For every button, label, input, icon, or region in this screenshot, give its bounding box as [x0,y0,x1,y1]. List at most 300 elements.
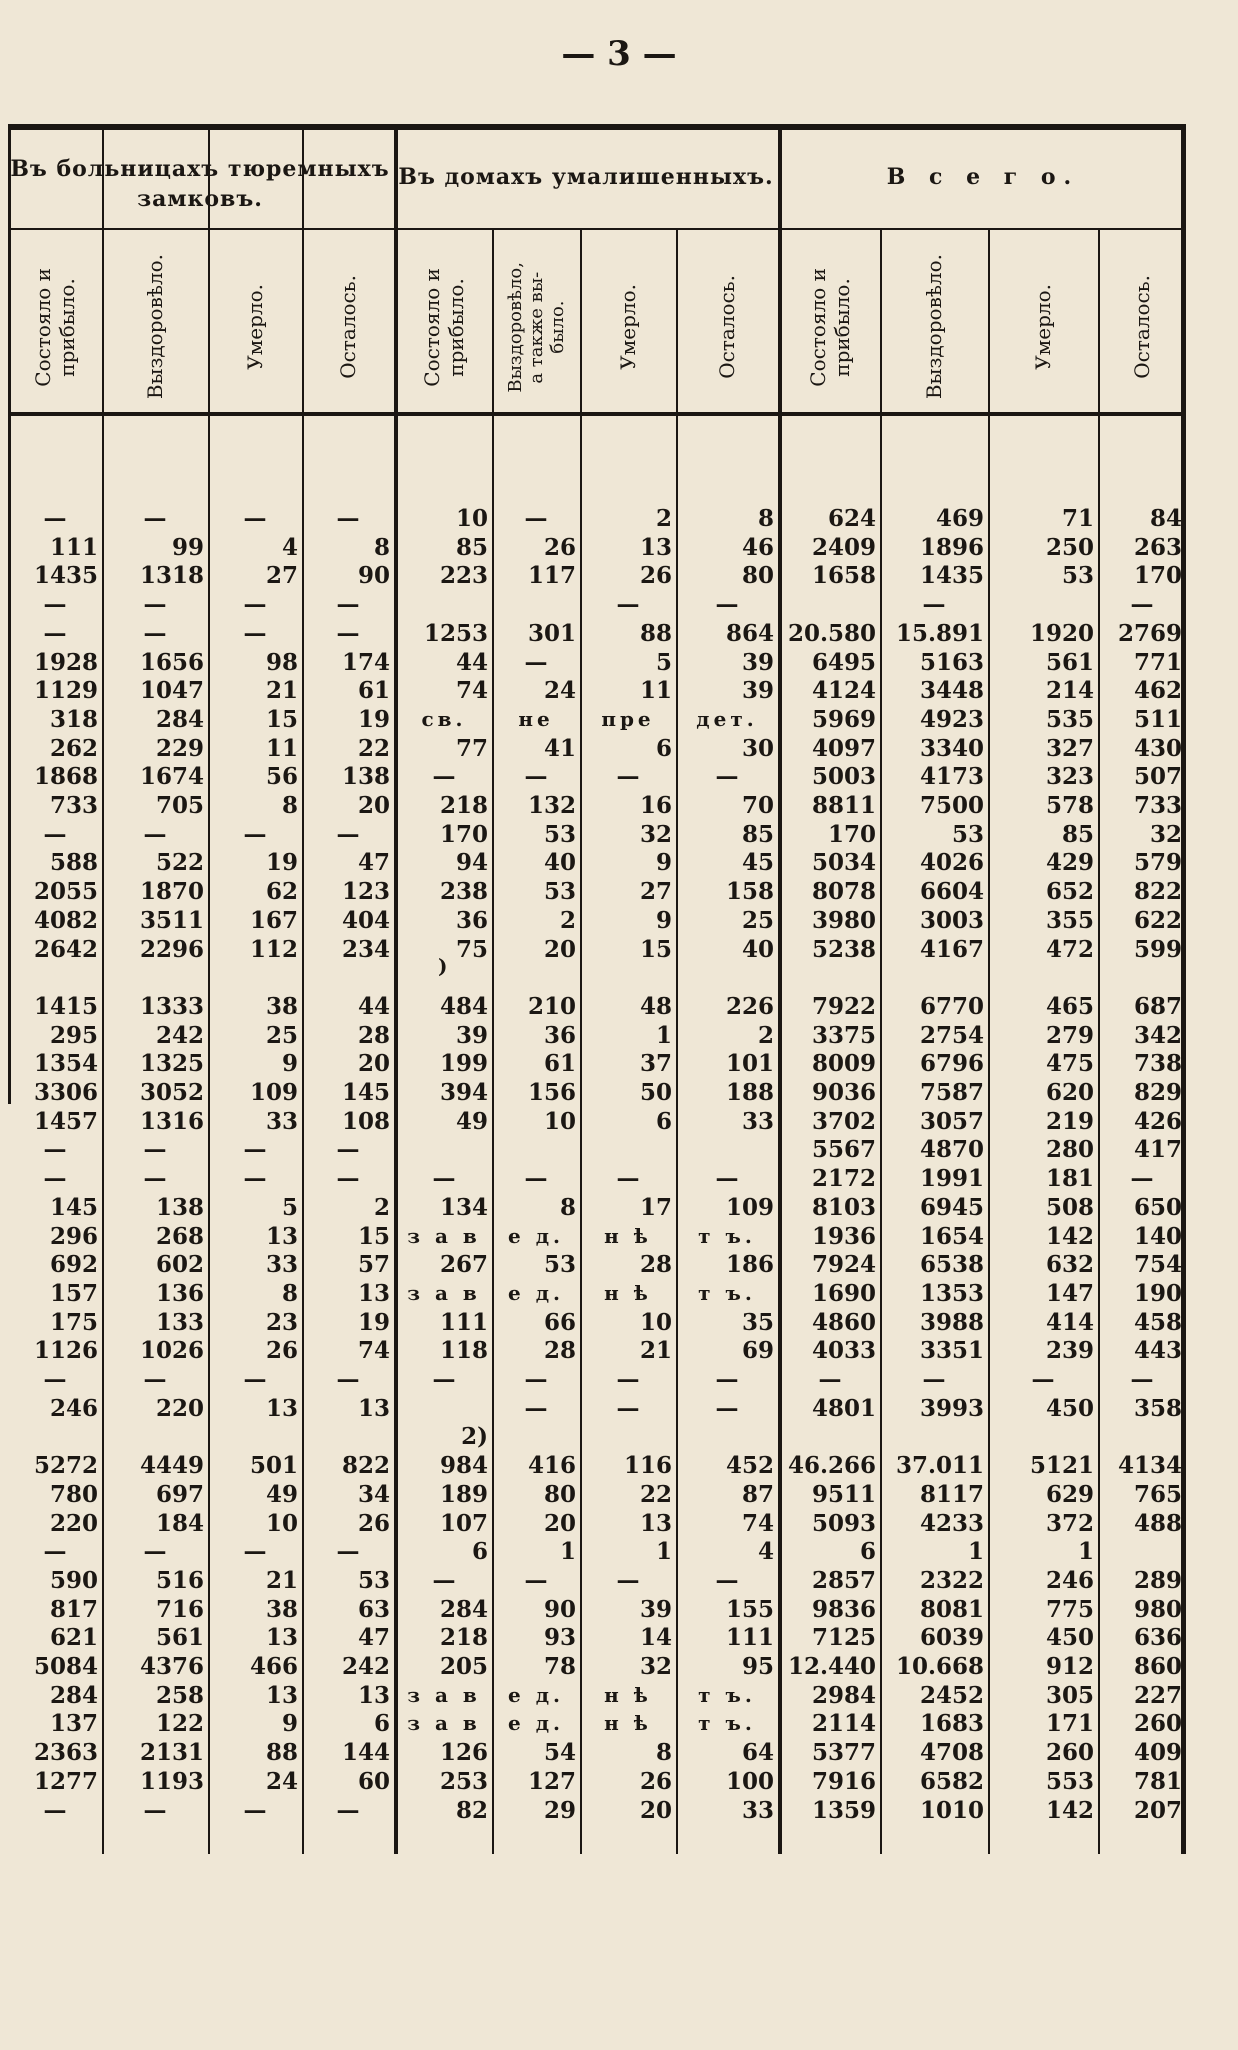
table-cell: 127 [527,1767,576,1795]
table-cell: 99 [171,533,204,561]
table-cell [676,963,778,992]
table-row [8,590,1186,619]
table-cell: 22 [639,1480,672,1508]
table-cell: — [143,505,167,532]
table-cell: 13 [639,533,672,561]
table-cell: 2363 [33,1739,98,1767]
table-cell: — [43,505,67,532]
table-row [8,1078,1186,1107]
table-cell: 1 [967,1538,984,1566]
table-cell: 9511 [811,1480,876,1508]
table-cell [1098,1537,1186,1566]
table-cell: 1435 [919,562,984,590]
table-cell: 44 [455,648,488,676]
table-cell: 650 [1133,1193,1182,1221]
table-cell: 82 [455,1796,488,1824]
table-cell: 56 [265,763,298,791]
table-cell: т ъ. [698,1223,756,1248]
table-cell: 280 [1045,1136,1094,1164]
table-cell: — [336,1796,360,1824]
table-cell: 590 [49,1566,98,1594]
table-cell: 416 [527,1452,576,1480]
table-row [8,1480,1186,1509]
table-row [8,1308,1186,1337]
table-cell: 3702 [811,1107,876,1135]
table-row [8,1566,1186,1595]
table-cell: 535 [1045,705,1094,733]
table-cell: 21 [265,1566,298,1594]
table-cell: 53 [951,820,984,848]
table-cell: 220 [155,1394,204,1422]
table-cell: 66 [543,1308,576,1336]
table-cell: 3511 [139,906,204,934]
table-cell: 1 [559,1538,576,1566]
table-cell: 8 [757,505,774,532]
table-cell: 6604 [919,878,984,906]
table-cell: 9 [281,1050,298,1078]
table-cell: 155 [725,1595,774,1623]
table-cell: — [336,505,360,532]
table-cell: 77 [455,734,488,762]
table-cell: 10 [543,1107,576,1135]
col-header-12: Осталось. [1130,275,1154,379]
table-cell: 980 [1133,1595,1182,1623]
table-cell: 781 [1133,1767,1182,1795]
table-row [8,1796,1186,1825]
table-cell: 3057 [919,1107,984,1135]
table-cell: 7500 [919,792,984,819]
table-cell: 61 [357,677,390,705]
table-cell: 34 [357,1480,390,1508]
table-cell [988,963,1098,992]
table-cell: 53 [543,820,576,848]
table-cell: 1277 [33,1767,98,1795]
table-cell: 4870 [919,1136,984,1164]
table-cell: 13 [265,1681,298,1709]
table-cell: 692 [49,1251,98,1279]
table-cell: 5003 [811,763,876,791]
table-row [8,1422,1186,1451]
table-cell [492,1135,580,1164]
table-cell: 9036 [811,1079,876,1106]
table-cell: 465 [1045,992,1094,1020]
table-cell: 5 [281,1193,298,1221]
table-cell: дет. [696,706,758,731]
table-cell: 111 [439,1308,488,1336]
table-cell: 488 [1133,1509,1182,1537]
table-cell: з а в [407,1280,481,1305]
table-cell: — [715,1394,739,1422]
table-cell: — [616,591,640,619]
table-cell [396,1394,492,1423]
table-cell: 6796 [919,1050,984,1078]
col-header-11: Умерло. [1031,284,1055,370]
table-cell: 88 [639,619,672,647]
table-cell: 36 [455,906,488,934]
table-cell: 394 [439,1079,488,1106]
table-cell: 53 [1061,562,1094,590]
table-cell: 1991 [919,1165,984,1193]
table-cell: 1 [655,1538,672,1566]
table-cell: 88 [265,1739,298,1767]
table-cell: пре [601,706,655,731]
table-row [8,705,1186,734]
table-cell: 2296 [139,935,204,963]
table-cell: 636 [1133,1624,1182,1652]
table-cell: 38 [265,992,298,1020]
table-cell: 829 [1133,1079,1182,1106]
table-cell: 40 [543,849,576,877]
table-cell: 912 [1045,1653,1094,1680]
table-cell: 167 [249,906,298,934]
table-cell: 49 [455,1107,488,1135]
table-cell: 37 [639,1050,672,1078]
table-row [8,877,1186,906]
table-cell: — [336,1538,360,1566]
table-cell: 108 [341,1107,390,1135]
group-header-rule [8,228,1186,230]
table-cell: 145 [49,1193,98,1221]
table-cell: 32 [639,1653,672,1680]
table-cell: — [336,1136,360,1164]
table-cell: 3351 [919,1337,984,1365]
table-cell: 13 [357,1394,390,1422]
table-cell: 9836 [811,1595,876,1623]
table-cell: 8081 [919,1595,984,1623]
table-row [8,935,1186,964]
table-cell: 109 [249,1079,298,1106]
table-cell: 33 [741,1107,774,1135]
table-cell: 84 [1149,505,1182,532]
table-row [8,734,1186,763]
table-cell: 578 [1045,792,1094,819]
table-row [8,1394,1186,1423]
table-cell: 652 [1045,878,1094,906]
table-cell: 8009 [811,1050,876,1078]
table-cell: — [715,591,739,619]
table-cell: — [616,1566,640,1594]
table-cell: 984 [439,1452,488,1480]
table-cell: 6 [655,1107,672,1135]
table-cell: 107 [439,1509,488,1537]
table-cell: 553 [1045,1767,1094,1795]
table-cell: 199 [439,1050,488,1078]
table-cell: 284 [439,1595,488,1623]
table-cell: 5084 [33,1653,98,1680]
table-cell: 1435 [33,562,98,590]
table-cell: 9 [655,906,672,934]
table-cell: 28 [639,1251,672,1279]
table-cell: 4033 [811,1337,876,1365]
table-cell: 39 [741,677,774,705]
table-cell: 116 [623,1452,672,1480]
table-cell: 80 [543,1480,576,1508]
table-cell: 5969 [811,705,876,733]
table-cell: 6 [373,1710,390,1738]
table-cell: — [616,1394,640,1422]
table-cell: 599 [1133,935,1182,963]
table-cell: 1010 [919,1796,984,1824]
table-cell: 10 [455,505,488,532]
table-cell: 144 [341,1739,390,1767]
table-cell: 1936 [811,1222,876,1250]
table-cell: 136 [155,1279,204,1307]
table-cell: з а в [407,1711,481,1736]
table-cell: 1353 [919,1279,984,1307]
table-cell: 372 [1045,1509,1094,1537]
table-cell: 301 [527,619,576,647]
table-cell [102,963,208,992]
table-cell: 1868 [33,763,98,791]
table-cell: 39 [639,1595,672,1623]
table-cell: 2 [559,906,576,934]
table-cell: 469 [935,505,984,532]
table-cell: 1674 [139,763,204,791]
table-cell: 263 [1133,533,1182,561]
table-cell: 516 [155,1566,204,1594]
table-cell: 6538 [919,1251,984,1279]
table-cell: 426 [1133,1107,1182,1135]
table-cell: 171 [1045,1710,1094,1738]
table-row [8,1193,1186,1222]
table-cell: 123 [341,878,390,906]
table-cell: 35 [741,1308,774,1336]
table-cell: 13 [357,1681,390,1709]
table-cell: 50 [639,1079,672,1106]
table-cell: 19 [357,1308,390,1336]
table-cell: 8 [281,792,298,819]
table-cell: 1193 [139,1767,204,1795]
table-cell: — [432,1165,456,1193]
table-cell: 2769 [1117,619,1182,647]
table-cell: 140 [1133,1222,1182,1250]
table-cell: 305 [1045,1681,1094,1709]
table-cell [208,1422,302,1451]
table-cell [1098,963,1186,992]
table-cell: 284 [155,705,204,733]
table-cell: 8 [559,1193,576,1221]
table-cell: 284 [49,1681,98,1709]
table-cell: 355 [1045,906,1094,934]
table-cell: 112 [249,935,298,963]
table-cell: 53 [543,878,576,906]
table-cell: 5 [655,648,672,676]
table-cell: 4134 [1117,1452,1182,1480]
table-cell: 323 [1045,763,1094,791]
table-cell: 181 [1045,1165,1094,1193]
table-cell: 3448 [919,677,984,705]
table-cell: 716 [155,1595,204,1623]
table-cell: 765 [1133,1480,1182,1508]
table-cell: 7916 [811,1767,876,1795]
table-cell: 142 [1045,1796,1094,1824]
table-cell: 70 [741,792,774,819]
table-cell: — [336,591,360,619]
table-cell: 87 [741,1480,774,1508]
table-cell: 126 [439,1739,488,1767]
table-cell [676,1135,778,1164]
table-cell: 1928 [33,648,98,676]
table-cell: 864 [725,619,774,647]
table-cell: 5034 [811,849,876,877]
table-cell [580,963,676,992]
table-cell: 602 [155,1251,204,1279]
table-cell: 170 [1133,562,1182,590]
table-cell: 1415 [33,992,98,1020]
table-cell: 4233 [919,1509,984,1537]
table-cell: т ъ. [698,1682,756,1707]
table-cell: 223 [439,562,488,590]
table-cell: 8078 [811,878,876,906]
table-cell: 37.011 [895,1452,984,1480]
table-cell: 289 [1133,1566,1182,1594]
table-cell [8,1422,102,1451]
table-cell: 4173 [919,763,984,791]
table-cell: — [715,1566,739,1594]
table-cell: 296 [49,1222,98,1250]
table-cell: 5121 [1029,1452,1094,1480]
table-cell: — [715,1165,739,1193]
table-cell: 26 [265,1337,298,1365]
table-cell: 429 [1045,849,1094,877]
table-cell: 4449 [139,1452,204,1480]
table-cell: — [524,1366,548,1393]
table-cell: 85 [455,533,488,561]
col-header-7: Умерло. [616,284,640,370]
table-cell: 475 [1045,1050,1094,1078]
table-cell: 2172 [811,1165,876,1193]
table-cell: 687 [1133,992,1182,1020]
table-cell: 94 [455,849,488,877]
table-cell: — [43,619,67,647]
table-cell: 443 [1133,1337,1182,1365]
table-cell: — [524,763,548,791]
table-cell: 229 [155,734,204,762]
table-cell: 218 [439,792,488,819]
table-cell: 238 [439,878,488,906]
table-cell: 4860 [811,1308,876,1336]
table-cell: 1654 [919,1222,984,1250]
col-header-10: Выздоровѣло. [922,254,946,400]
table-cell: 49 [265,1480,298,1508]
table-cell: 111 [49,533,98,561]
table-cell: 2131 [139,1739,204,1767]
table-row [8,1135,1186,1164]
table-row [8,963,1186,992]
table-cell [302,1422,394,1451]
table-cell: 4167 [919,935,984,963]
table-cell: 7922 [811,992,876,1020]
table-cell: 1359 [811,1796,876,1824]
table-cell: 6 [471,1538,488,1566]
table-cell: 175 [49,1308,98,1336]
table-cell: — [143,1538,167,1566]
table-cell: 39 [741,648,774,676]
table-cell: 3003 [919,906,984,934]
table-cell [102,1422,208,1451]
table-cell: 472 [1045,935,1094,963]
table-row [8,1509,1186,1538]
table-cell: 27 [639,878,672,906]
table-cell: 53 [357,1566,390,1594]
table-cell: — [243,591,267,619]
table-cell [492,963,580,992]
table-cell: 44 [357,992,390,1020]
table-cell: 75 [455,935,488,963]
table-cell: — [243,820,267,848]
table-cell: 822 [1133,878,1182,906]
group-header-total: В с е г о. [886,164,1080,190]
table-cell: 754 [1133,1251,1182,1279]
table-cell: — [524,1566,548,1594]
table-cell: 780 [49,1480,98,1508]
table-cell: 48 [639,992,672,1020]
table-cell: св. [421,706,467,731]
table-row [8,1767,1186,1796]
col-header-3: Умерло. [243,284,267,370]
table-cell: 260 [1133,1710,1182,1738]
table-cell: — [43,591,67,619]
table-cell: 13 [639,1509,672,1537]
table-cell: — [143,1366,167,1393]
table-row [8,1451,1186,1480]
table-cell: — [922,591,946,619]
table-cell: 111 [725,1624,774,1652]
table-cell: 27 [265,562,298,590]
table-cell: 4708 [919,1739,984,1767]
table-cell: 93 [543,1624,576,1652]
table-cell: 45 [741,849,774,877]
table-cell: 170 [827,820,876,848]
table-cell: 1658 [811,562,876,590]
table-cell: 860 [1133,1653,1182,1680]
table-cell: 21 [639,1337,672,1365]
table-cell: 579 [1133,849,1182,877]
table-cell: 20 [543,935,576,963]
table-cell: — [336,1165,360,1193]
table-cell: 1318 [139,562,204,590]
table-cell: 1129 [33,677,98,705]
table-cell: — [715,763,739,791]
table-cell: 733 [1133,792,1182,819]
col-header-6: Выздоровѣло, а также вы- было. [504,261,568,393]
table-cell: 775 [1045,1595,1094,1623]
table-cell [302,963,394,992]
table-cell: 16 [639,792,672,819]
table-cell: 207 [1133,1796,1182,1824]
table-cell: 622 [1133,906,1182,934]
table-row [8,648,1186,677]
table-cell: 4923 [919,705,984,733]
table-cell: 25 [741,906,774,934]
table-cell: 2452 [919,1681,984,1709]
table-cell: 4 [757,1538,774,1566]
table-cell: 501 [249,1452,298,1480]
table-cell: 2055 [33,878,98,906]
table-cell: 40 [741,935,774,963]
table-cell: е д. [508,1711,564,1736]
table-cell: 629 [1045,1480,1094,1508]
table-cell: е д. [508,1223,564,1248]
table-cell: 186 [725,1251,774,1279]
table-cell: 246 [49,1394,98,1422]
table-cell: 8811 [811,792,876,819]
table-cell: 253 [439,1767,488,1795]
table-cell: 184 [155,1509,204,1537]
table-cell: 621 [49,1624,98,1652]
table-cell: 1333 [139,992,204,1020]
table-cell: 85 [1061,820,1094,848]
